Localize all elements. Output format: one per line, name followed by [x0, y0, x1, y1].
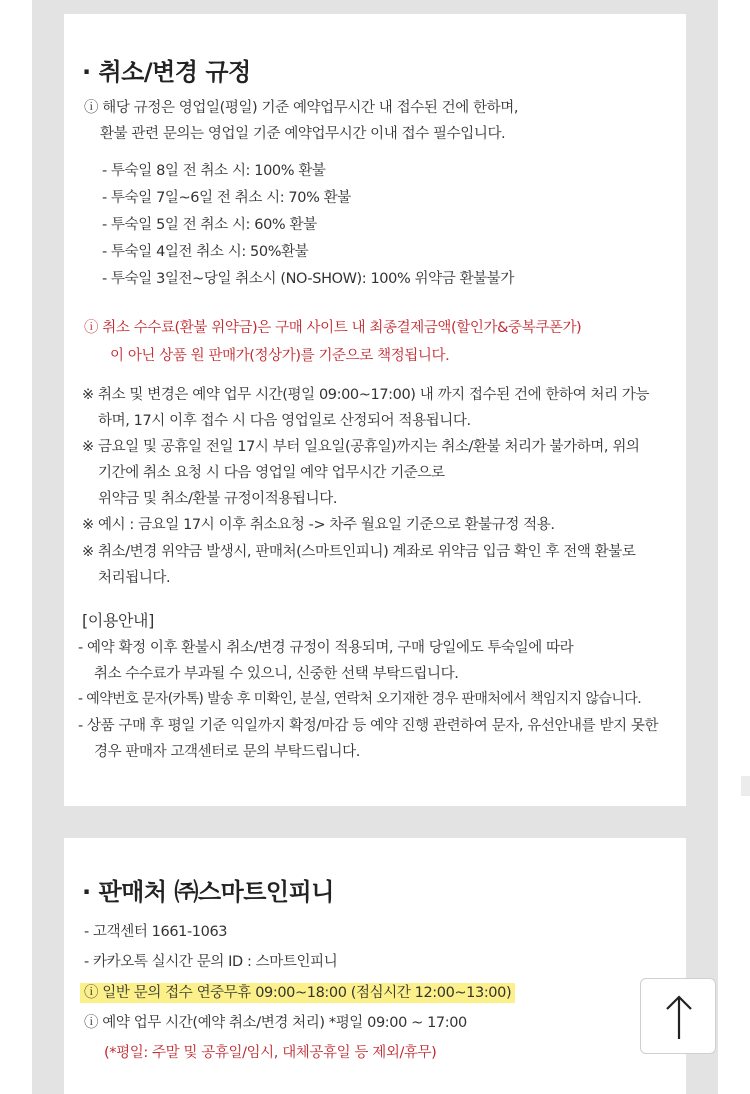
policy-note: 위약금 및 취소/환불 규정이적용됩니다.	[98, 491, 338, 507]
refund-item: - 투숙일 3일전~당일 취소시 (NO-SHOW): 100% 위약금 환불불가	[102, 271, 514, 287]
policy-note: ※ 금요일 및 공휴일 전일 17시 부터 일요일(공휴일)까지는 취소/환불 처리가 불가하며, 위의	[82, 439, 640, 455]
usage-line: - 예약 확정 이후 환불시 취소/변경 규정이 적용되며, 구매 당일에도 투숙일에 따라	[78, 640, 574, 656]
fee-note-line-2: 이 아닌 상품 원 판매가(정상가)를 기준으로 책정됩니다.	[110, 348, 450, 364]
policy-note: 하며, 17시 이후 접수 시 다음 영업일로 산정되어 적용됩니다.	[98, 413, 471, 429]
refund-item: - 투숙일 5일 전 취소 시: 60% 환불	[102, 217, 317, 233]
usage-line: 취소 수수료가 부과될 수 있으니, 신중한 선택 부탁드립니다.	[94, 666, 459, 682]
arrow-up-icon	[659, 991, 699, 1043]
fee-note-line-1: ⓘ 취소 수수료(환불 위약금)은 구매 사이트 내 최종결제금액(할인가&중복쿠폰가)	[84, 320, 582, 336]
general-inquiry-hours: ⓘ 일반 문의 접수 연중무휴 09:00~18:00 (점심시간 12:00~13:00)	[80, 983, 515, 1003]
intro-line-2: 환불 관련 문의는 영업일 기준 예약업무시간 이내 접수 필수입니다.	[100, 126, 506, 142]
policy-note: 처리됩니다.	[98, 570, 171, 586]
scroll-to-top-button[interactable]	[640, 978, 716, 1054]
booking-hours: ⓘ 예약 업무 시간(예약 취소/변경 처리) *평일 09:00 ~ 17:00	[84, 1015, 467, 1031]
seller-title: · 판매처 ㈜스마트인피니	[82, 878, 334, 906]
policy-note: ※ 취소/변경 위약금 발생시, 판매처(스마트인피니) 계좌로 위약금 입금 확인 후 전액 환불로	[82, 544, 636, 560]
policy-note: ※ 예시 : 금요일 17시 이후 취소요청 -> 차주 월요일 기준으로 환불규정 적용.	[82, 517, 555, 533]
holiday-note: (*평일: 주말 및 공휴일/임시, 대체공휴일 등 제외/휴무)	[104, 1045, 437, 1061]
policy-note: 기간에 취소 요청 시 다음 영업일 예약 업무시간 기준으로	[98, 465, 445, 481]
cancel-policy-card	[64, 14, 686, 806]
seller-info-card	[64, 838, 686, 1094]
intro-line-1: ⓘ 해당 규정은 영업일(평일) 기준 예약업무시간 내 접수된 건에 한하며,	[84, 100, 519, 116]
cancel-policy-title: · 취소/변경 규정	[82, 58, 251, 86]
kakao-id: - 카카오톡 실시간 문의 ID : 스마트인피니	[84, 954, 338, 970]
usage-line: - 상품 구매 후 평일 기준 익일까지 확정/마감 등 예약 진행 관련하여 문자, 유선안내를 받지 못한	[78, 718, 659, 734]
refund-item: - 투숙일 7일~6일 전 취소 시: 70% 환불	[102, 190, 351, 206]
refund-item: - 투숙일 8일 전 취소 시: 100% 환불	[102, 163, 326, 179]
customer-center: - 고객센터 1661-1063	[84, 924, 228, 940]
refund-item: - 투숙일 4일전 취소 시: 50%환불	[102, 244, 309, 260]
usage-line: 경우 판매자 고객센터로 문의 부탁드립니다.	[94, 744, 360, 760]
usage-guide-title: [이용안내]	[82, 611, 154, 630]
edge-mark	[741, 776, 750, 796]
usage-line: - 예약번호 문자(카톡) 발송 후 미확인, 분실, 연락처 오기재한 경우 판매처에서 책임지지 않습니다.	[78, 691, 642, 707]
policy-note: ※ 취소 및 변경은 예약 업무 시간(평일 09:00~17:00) 내 까지 접수된 건에 한하여 처리 가능	[82, 387, 650, 403]
